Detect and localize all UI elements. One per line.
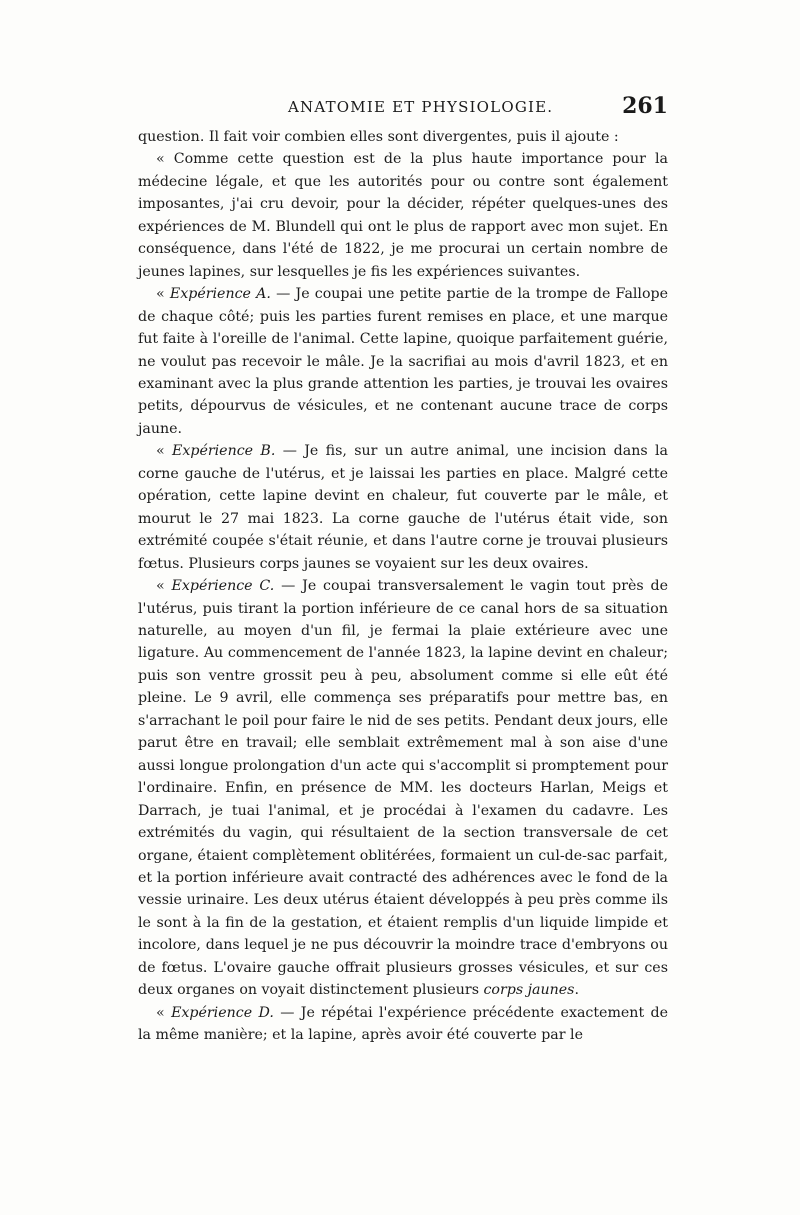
body-text [138,126,668,1047]
paragraph-text: — Je coupai une petite partie de la trompe de Fallope de chaque côté; puis les parties furent remises en place, et une marque fut faite à l'oreille de l'animal. Cette lapine, quoique parfaitement guérie, ne voulut pas recevoir le mâle. Je la sacrifiai au mois d'avril 1823, et en examinant avec la plus grande attention les parties, je trouvai les ovaires petits, dépourvus de vésicules, et ne contenant aucune trace de corps jaune. [138,286,668,437]
paragraph-end: . [574,982,579,999]
experience-label: Expérience C. [171,578,275,595]
paragraph-experience-b [138,440,668,575]
paragraph-experience-c [138,575,668,1002]
quote-mark: « [156,578,172,595]
paragraph-text: — Je fis, sur un autre animal, une incision dans la corne gauche de l'utérus, et je laissai les parties en place. Malgré cette opération, cette lapine devint en chaleur, fut couverte par le mâle, et mourut le 27 mai 1823. La corne gauche de l'utérus était vide, son extrémité coupée s'était réunie, et dans l'autre corne je trouvai plusieurs fœtus. Plusieurs corps jaunes se voyaient sur les deux ovaires. [138,443,668,572]
quote-mark: « [156,286,170,303]
running-head: ANATOMIE ET PHYSIOLOGIE. [288,98,554,116]
experience-label: Expérience A. [169,286,271,303]
paragraph-text: « Comme cette question est de la plus haute importance pour la médecine légale, et que les autorités pour ou contre sont également imposantes, j'ai cru devoir, pour la décider, répéter quelques-unes des expériences de M. Blundell qui ont le plus de rapport avec mon sujet. En conséquence, dans l'été de 1822, je me procurai un certain nombre de jeunes lapines, sur lesquelles je fis les expériences suivantes. [138,151,668,280]
quote-mark: « [156,1004,172,1021]
paragraph-intro [138,148,668,283]
page-number: 261 [622,93,668,119]
paragraph-text: — Je coupai transversalement le vagin tout près de l'utérus, puis tirant la portion inférieure de ce canal hors de sa situation naturelle, au moyen d'un fil, je fermai la plaie extérieure avec une ligature. Au commencement de l'année 1823, la lapine devint en chaleur; puis son ventre grossit peu à peu, absolument comme si elle eût été pleine. Le 9 avril, elle commença ses préparatifs pour mettre bas, en s'arrachant le poil pour faire le nid de ses petits. Pendant deux jours, elle parut être en travail; elle semblait extrêmement mal à son aise d'une aussi longue prolongation d'un acte qui s'accomplit si promptement pour l'ordinaire. Enfin, en présence de MM. les docteurs Harlan, Meigs et Darrach, je tuai l'animal, et je procédai à l'examen du cadavre. Les extrémités du vagin, qui résultaient de la section transversale de cet organe, étaient complètement oblitérées, formaient un cul-de-sac parfait, et la portion inférieure avait contracté des adhérences avec le fond de la vessie urinaire. Les deux utérus étaient développés à peu près comme ils le sont à la fin de la gestation, et étaient remplis d'un liquide limpide et incolore, dans lequel je ne pus découvrir la moindre trace d'embryons ou de fœtus. L'ovaire gauche offrait plusieurs grosses vésicules, et sur ces deux organes on voyait distinctement plusieurs [138,578,668,999]
quote-mark: « [156,443,173,460]
experience-label: Expérience D. [171,1004,274,1021]
paragraph-text: question. Il fait voir combien elles sont divergentes, puis il ajoute : [138,129,619,145]
italic-term: corps jaunes [483,982,575,999]
paragraph-experience-d [138,1002,668,1047]
paragraph-experience-a [138,283,668,440]
experience-label: Expérience B. [172,443,276,460]
page-header [136,93,668,119]
paragraph-continuation [138,126,668,148]
paragraph-text: — Je répétai l'expérience précédente exactement de la même manière; et la lapine, après avoir été couverte par le [138,1004,668,1044]
